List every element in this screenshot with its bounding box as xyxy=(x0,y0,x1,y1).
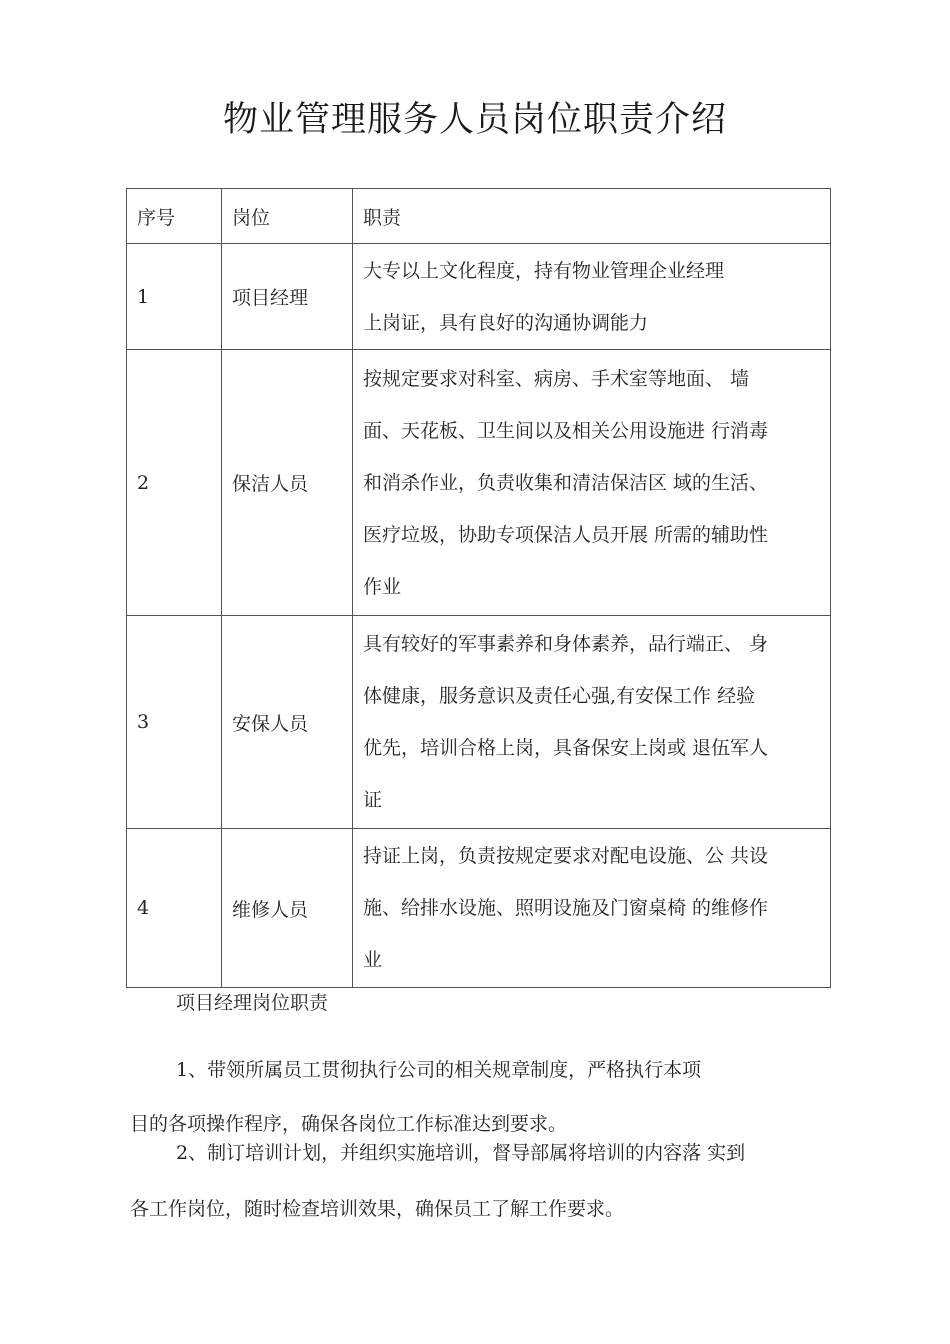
duty-line: 业 xyxy=(363,949,383,971)
duty-line: 具有较好的军事素养和身体素养，品行端正、 身 xyxy=(363,633,769,655)
duty-line: 上岗证，具有良好的沟通协调能力 xyxy=(363,311,649,334)
row-position: 项目经理 xyxy=(222,244,353,350)
duty-line: 优先，培训合格上岗，具备保安上岗或 退伍军人 xyxy=(363,737,769,759)
document-title: 物业管理服务人员岗位职责介绍 xyxy=(222,100,727,140)
header-position: 岗位 xyxy=(222,189,353,244)
table-row xyxy=(127,350,831,616)
duties-table xyxy=(126,188,831,988)
duty-line: 大专以上文化程度，持有物业管理企业经理 xyxy=(363,259,725,282)
duty-line: 施、给排水设施、照明设施及门窗桌椅 的维修作 xyxy=(363,897,769,919)
section-title: 项目经理岗位职责 xyxy=(176,992,329,1014)
header-duty: 职责 xyxy=(353,189,831,244)
row-position: 保洁人员 xyxy=(222,350,353,616)
duty-line: 医疗垃圾，协助专项保洁人员开展 所需的辅助性 xyxy=(363,523,769,546)
row-duty xyxy=(353,350,831,616)
duty-line: 证 xyxy=(363,789,383,811)
row-number: 2 xyxy=(127,350,222,616)
row-duty xyxy=(353,244,831,350)
row-duty xyxy=(353,616,831,829)
paragraph xyxy=(130,1125,840,1237)
header-number: 序号 xyxy=(127,189,222,244)
table-row xyxy=(127,829,831,988)
duty-line: 持证上岗，负责按规定要求对配电设施、公 共设 xyxy=(363,845,769,867)
row-position: 安保人员 xyxy=(222,616,353,829)
row-number: 1 xyxy=(127,244,222,350)
paragraph-line: 目的各项操作程序，确保各岗位工作标准达到要求。 xyxy=(130,1113,568,1135)
duty-line: 和消杀作业，负责收集和清洁保洁区 域的生活、 xyxy=(363,471,769,494)
duty-line: 按规定要求对科室、病房、手术室等地面、 墙 xyxy=(363,367,750,390)
table-row xyxy=(127,616,831,829)
paragraph-line: 2、制订培训计划，并组织实施培训，督导部属将培训的内容落 实到 xyxy=(176,1142,746,1164)
paragraph-line: 各工作岗位，随时检查培训效果，确保员工了解工作要求。 xyxy=(130,1198,625,1220)
duty-line: 作业 xyxy=(363,575,402,598)
table-row xyxy=(127,244,831,350)
duty-line: 面、天花板、卫生间以及相关公用设施进 行消毒 xyxy=(363,419,769,442)
table-header-row xyxy=(127,189,831,244)
row-duty xyxy=(353,829,831,988)
duty-line: 体健康，服务意识及责任心强,有安保工作 经验 xyxy=(363,685,756,707)
row-position: 维修人员 xyxy=(222,829,353,988)
paragraph-line: 1、带领所属员工贯彻执行公司的相关规章制度，严格执行本项 xyxy=(176,1059,702,1081)
row-number: 4 xyxy=(127,829,222,988)
row-number: 3 xyxy=(127,616,222,829)
